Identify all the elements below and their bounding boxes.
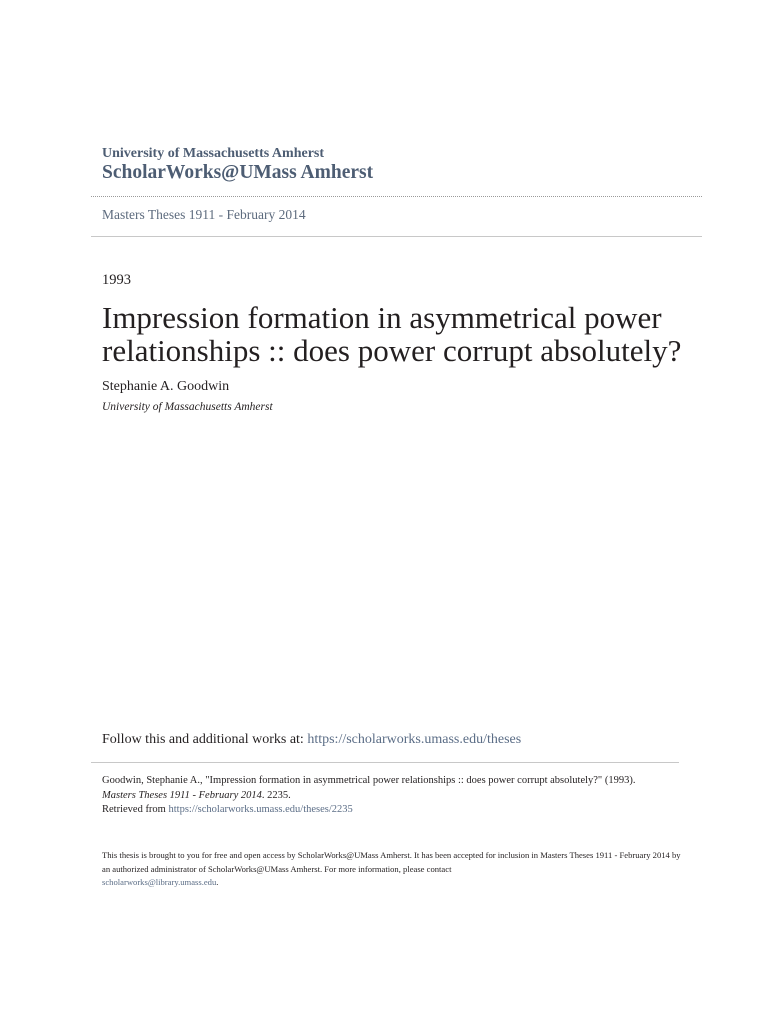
access-notice (102, 849, 682, 890)
notice-text: This thesis is brought to you for free and open access by ScholarWorks@UMass Amherst. It has been accepted for inclusion in Masters Theses 1911 - February 2014 by an authorized administrator of ScholarWorks@UMass Amherst. For more information, please contact (102, 850, 681, 874)
recommended-citation (102, 774, 702, 818)
citation-text: Goodwin, Stephanie A., "Impression formation in asymmetrical power relationships :: does power corrupt absolutely?" (1993). (102, 775, 636, 786)
collection-name[interactable]: Masters Theses 1911 - February 2014 (102, 207, 306, 222)
notice-end: . (216, 877, 219, 887)
author-affiliation: University of Massachusetts Amherst (102, 401, 273, 413)
institution-name: University of Massachusetts Amherst (102, 146, 325, 161)
follow-line (102, 732, 521, 748)
publication-year: 1993 (102, 272, 131, 288)
header-divider (91, 236, 702, 237)
citation-series-number: . 2235. (261, 789, 291, 801)
thesis-title: Impression formation in asymmetrical power relationships :: does power corrupt absolutely? (102, 300, 682, 368)
retrieved-link[interactable]: https://scholarworks.umass.edu/theses/2235 (168, 804, 353, 815)
header-divider-dotted (91, 196, 702, 197)
repository-name[interactable]: ScholarWorks@UMass Amherst (102, 162, 374, 183)
follow-link[interactable]: https://scholarworks.umass.edu/theses (307, 732, 522, 747)
citation-series: Masters Theses 1911 - February 2014 (102, 789, 262, 801)
contact-email-link[interactable]: scholarworks@library.umass.edu (102, 877, 217, 887)
author-name[interactable]: Stephanie A. Goodwin (102, 379, 230, 394)
footer-divider (91, 762, 679, 763)
retrieved-label: Retrieved from (102, 804, 169, 815)
citation-retrieved-line (102, 803, 702, 818)
citation-series-line (102, 789, 702, 804)
follow-label: Follow this and additional works at: (102, 732, 308, 747)
